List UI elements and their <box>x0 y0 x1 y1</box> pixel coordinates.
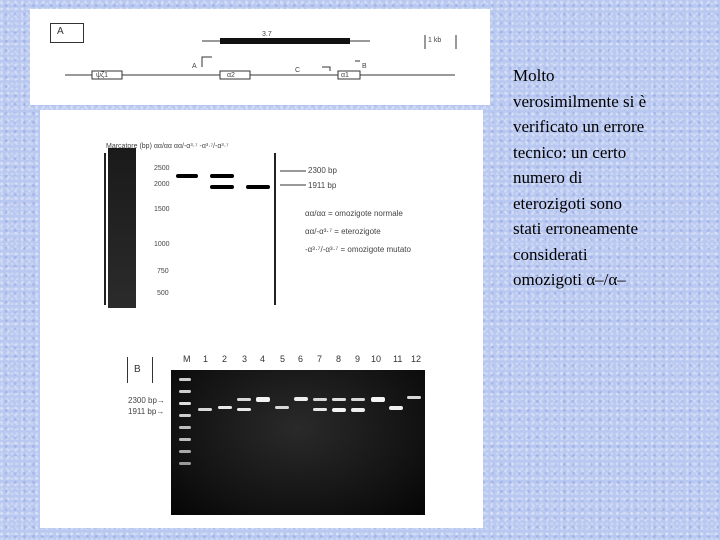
sample-band <box>332 408 346 412</box>
band-label-2300: 2300 bp <box>308 166 337 175</box>
gene-label-psi: ψζ1 <box>96 72 108 79</box>
band-marker-1911: 1911 bp→ <box>128 407 165 416</box>
gene-label-a1: α1 <box>341 72 349 79</box>
legend-hetero: αα/-α³·⁷ = eterozigote <box>305 227 381 236</box>
sample-band <box>332 398 346 401</box>
band-arrows <box>280 168 310 188</box>
marker-size: 750 <box>157 268 169 275</box>
marker-size: 500 <box>157 290 169 297</box>
lane-label: 2 <box>222 354 228 364</box>
lane-label: 12 <box>411 354 422 364</box>
band-marker-2300: 2300 bp→ <box>128 396 165 405</box>
side-text-line: omozigoti α–/α– <box>513 270 626 289</box>
side-text-line: verificato un errore <box>513 117 645 136</box>
lane-label: 4 <box>260 354 266 364</box>
primer-label-b: B <box>362 63 367 70</box>
side-text-line: Molto <box>513 66 555 85</box>
lane-label: 8 <box>336 354 342 364</box>
panel-a-label: A <box>50 23 84 43</box>
sample-band <box>198 408 212 411</box>
gel-band <box>210 174 234 178</box>
gel-band <box>210 185 234 189</box>
marker-band <box>179 390 191 393</box>
gene-label-a2: α2 <box>227 72 235 79</box>
marker-size: 1000 <box>154 241 170 248</box>
sample-band <box>389 406 403 410</box>
marker-size: 1500 <box>154 206 170 213</box>
gel-image-bottom <box>171 370 425 515</box>
gel1-header: Marcatore (bp) αα/αα αα/-α³·⁷ -α³·⁷/-α³·⁷ <box>106 143 229 150</box>
lane-label: 6 <box>298 354 304 364</box>
primer-label-c: C <box>295 67 301 74</box>
legend-normal: αα/αα = omozigote normale <box>305 209 403 218</box>
size-label: 3.7 <box>262 31 272 38</box>
sample-band <box>256 397 270 402</box>
sample-band <box>371 397 385 402</box>
marker-band <box>179 450 191 453</box>
side-text-line: numero di <box>513 168 583 187</box>
gel-band <box>246 185 270 189</box>
sample-band <box>275 406 289 409</box>
gel-band <box>176 174 198 178</box>
lane-label: 11 <box>393 354 403 364</box>
lane-label: 3 <box>242 354 248 364</box>
primer-label-a: A <box>192 63 197 70</box>
side-text-line: verosimilmente si è <box>513 91 647 111</box>
marker-band <box>179 378 191 381</box>
lane-label: 9 <box>355 354 361 364</box>
marker-lane <box>108 148 136 308</box>
band-label-1911: 1911 bp <box>308 181 337 190</box>
lane-label: 1 <box>203 354 209 364</box>
side-text-line: eterozigoti sono <box>513 193 623 213</box>
sample-band <box>294 397 308 401</box>
sample-band <box>237 408 251 411</box>
marker-band <box>179 402 191 405</box>
side-text-line: tecnico: un certo <box>513 142 627 162</box>
sample-band <box>313 398 327 401</box>
marker-size: 2000 <box>154 181 170 188</box>
side-text-line: stati erroneamente <box>513 219 639 238</box>
marker-band <box>179 414 191 417</box>
legend-homo-mut: -α³·⁷/-α³·⁷ = omozigote mutato <box>305 245 411 254</box>
sample-band <box>313 408 327 411</box>
side-text-line: considerati <box>513 244 588 264</box>
sample-band <box>407 396 421 399</box>
marker-band <box>179 426 191 429</box>
gene-map-diagram <box>30 9 490 105</box>
sample-band <box>351 408 365 412</box>
sample-band <box>237 398 251 401</box>
side-explanation <box>513 63 709 293</box>
scale-label: 1 kb <box>428 37 442 44</box>
sample-band <box>351 398 365 401</box>
marker-band <box>179 462 191 465</box>
lane-label: 10 <box>371 354 382 364</box>
gel-image-top <box>104 153 276 305</box>
gene-map-panel <box>30 9 490 105</box>
marker-band <box>179 438 191 441</box>
lane-label: M <box>183 354 191 364</box>
lane-label: 7 <box>317 354 323 364</box>
panel-b-label: B <box>127 357 153 383</box>
sample-band <box>218 406 232 409</box>
lane-label: 5 <box>280 354 286 364</box>
marker-size: 2500 <box>154 165 170 172</box>
